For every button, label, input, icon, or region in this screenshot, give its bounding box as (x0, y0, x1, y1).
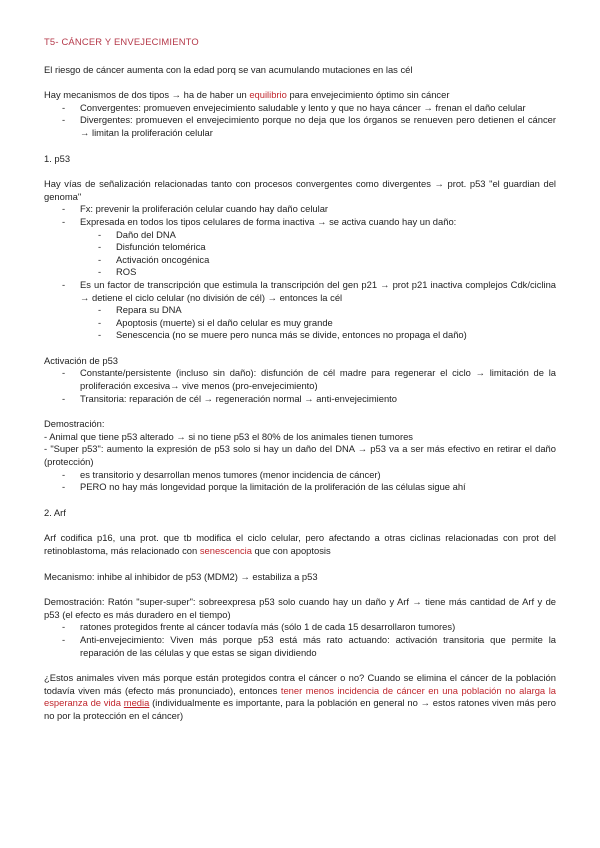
question-paragraph (44, 672, 556, 722)
list-item: - Transitoria: reparación de cél → regeneración normal → anti-envejecimiento (44, 393, 556, 406)
list-item: - ratones protegidos frente al cáncer todavía más (sólo 1 de cada 15 desarrollaron tumores) (44, 621, 556, 634)
list-item: - es transitorio y desarrollan menos tumores (menor incidencia de cáncer) (44, 469, 556, 482)
list-item: - Apoptosis (muerte) si el daño celular es muy grande (44, 317, 556, 330)
list-item: - Es un factor de transcripción que estimula la transcripción del gen p21 → prot p21 inactiva complejos Cdk/ciclina → detiene el ciclo celular (no división de cél) → entonces la cél (44, 279, 556, 304)
section-heading-p53: 1. p53 (44, 152, 71, 164)
p53-list (44, 203, 556, 228)
p53-intro: Hay vías de señalización relacionadas tanto con procesos convergentes como divergentes → prot. p53 "el guardian del genoma" (44, 178, 556, 202)
p53-expr-sublist (44, 229, 556, 279)
p53-section (44, 178, 556, 342)
question-post: (individualmente es importante, para la población en general no → estos ratones viven más pero no por la protección en el cáncer) (44, 697, 556, 721)
activation-heading: Activación de p53 (44, 354, 119, 366)
mechanisms-intro-post: para envejecimiento óptimo sin cáncer (286, 89, 450, 101)
list-item: - Senescencia (no se muere pero nunca más se divide, entonces no propaga el daño) (44, 329, 556, 342)
activation-section (44, 355, 556, 405)
arf-demo-list (44, 621, 556, 659)
list-item: - Repara su DNA (44, 304, 556, 317)
list-item: - Constante/persistente (incluso sin daño): disfunción de cél madre para regenerar el ciclo → limitación de la proliferación excesiva→ vive menos (pro-envejecimiento) (44, 367, 556, 392)
p53-factor-list (44, 279, 556, 304)
page-title: T5- CÁNCER Y ENVEJECIMIENTO (44, 36, 199, 47)
arf-demo: Demostración: Ratón "super-super": sobreexpresa p53 solo cuando hay un daño y Arf → tiene más cantidad de Arf y de p53 (el efecto es más duradero en el tiempo) (44, 596, 556, 620)
list-item: - Divergentes: promueven el envejecimiento porque no deja que los órganos se renueven pero detienen el cáncer → limitan la proliferación celular (44, 114, 556, 139)
arf-paragraph (44, 532, 556, 557)
activation-list (44, 367, 556, 405)
list-item: - Expresada en todos los tipos celulares de forma inactiva → se activa cuando hay un daño: (44, 216, 556, 229)
demo-line-2: - "Super p53": aumento la expresión de p53 solo si hay un daño del DNA → p53 va a ser más efectivo en retirar el daño (protección) (44, 443, 556, 468)
list-item: - Disfunción telomérica (44, 241, 556, 254)
mechanisms-intro-pre: Hay mecanismos de dos tipos → ha de haber un (44, 89, 250, 101)
list-item: - Anti-envejecimiento: Viven más porque p53 está más rato actuando: activación transitoria que permite la reparación de las células y que estas se sigan dividiendo (44, 634, 556, 659)
list-item: - PERO no hay más longevidad porque la limitación de la proliferación de las células sigue ahí (44, 481, 556, 494)
demo-list (44, 469, 556, 494)
arf-paragraph-pre: Arf codifica p16, una prot. que tb modifica el ciclo celular, pero afectando a otras ciclinas relacionadas con prot del retinoblastoma, más relacionado con (44, 532, 556, 556)
arf-demo-section (44, 596, 556, 659)
list-item: - Activación oncogénica (44, 254, 556, 267)
document-page (44, 36, 556, 736)
list-item: - Daño del DNA (44, 229, 556, 242)
question-highlight: tener menos incidencia de cáncer en una población no alarga la esperanza de vida (44, 684, 556, 709)
media-highlight: media (123, 697, 150, 709)
list-item: - ROS (44, 266, 556, 279)
question-pre: ¿Estos animales viven más porque están protegidos contra el cáncer o no? Cuando se elimina el cáncer de la población todavía viven más (efecto más pronunciado), entonces (44, 672, 556, 696)
mechanisms-intro (44, 89, 556, 102)
demo-section (44, 418, 556, 494)
senescencia-highlight: senescencia (199, 545, 252, 556)
arf-mechanism: Mecanismo: inhibe al inhibidor de p53 (MDM2) → estabiliza a p53 (44, 570, 318, 582)
list-item: - Fx: prevenir la proliferación celular cuando hay daño celular (44, 203, 556, 216)
p53-factor-sublist (44, 304, 556, 342)
arf-paragraph-post: que con apoptosis (251, 545, 331, 556)
demo-heading: Demostración: (44, 418, 105, 430)
section-heading-arf: 2. Arf (44, 506, 66, 518)
equilibrio-highlight: equilibrio (249, 89, 287, 101)
demo-line-1: - Animal que tiene p53 alterado → si no tiene p53 el 80% de los animales tienen tumores (44, 430, 413, 442)
mechanisms-section (44, 89, 556, 139)
list-item: - Convergentes: promueven envejecimiento saludable y lento y que no haya cáncer → frenan el daño celular (44, 102, 556, 115)
intro-paragraph: El riesgo de cáncer aumenta con la edad porq se van acumulando mutaciones en las cél (44, 63, 413, 75)
mechanisms-list (44, 102, 556, 140)
